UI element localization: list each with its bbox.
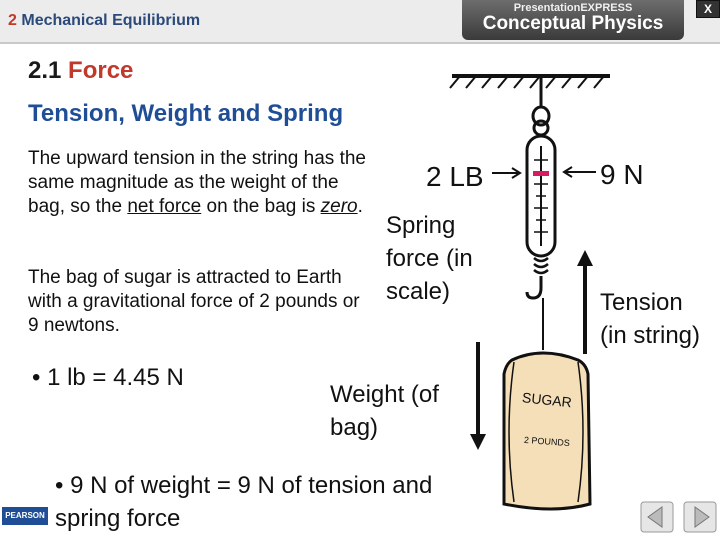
paragraph-text: .: [357, 196, 363, 217]
previous-slide-icon[interactable]: [641, 502, 673, 532]
paragraph-text: The upward tension in the string has the same magnitude as the weight of the bag, so the: [28, 148, 366, 217]
bullet-equilibrium: • 9 N of weight = 9 N of tension and spring force: [55, 472, 433, 532]
bag-label-sugar: SUGAR: [521, 389, 573, 411]
chapter-name: Mechanical Equilibrium: [21, 12, 201, 29]
weight-arrow-icon: [470, 342, 486, 450]
slide-subtitle: Tension, Weight and Spring: [28, 100, 344, 127]
close-button[interactable]: X: [696, 0, 720, 18]
reading-newtons: 9 N: [600, 159, 644, 190]
next-slide-icon[interactable]: [684, 502, 716, 532]
label-tension: Tension (in string): [600, 289, 701, 349]
bag-label-pounds: 2 POUNDS: [523, 434, 571, 449]
section-number: 2.1: [28, 57, 62, 84]
paragraph-gravity: The bag of sugar is attracted to Earth with a gravitational force of 2 pounds or 9 newtons.: [28, 267, 360, 336]
reading-pounds: 2 LB: [426, 161, 484, 192]
pearson-logo: PEARSON: [2, 507, 48, 525]
net-force-term: net force: [127, 196, 202, 217]
label-weight: Weight (of bag): [330, 381, 439, 441]
sugar-bag-icon: [504, 353, 590, 509]
spring-scale-icon: [527, 136, 555, 298]
section-topic: Force: [68, 57, 134, 84]
brand-top-text: PresentationEXPRESS: [513, 2, 633, 14]
brand-main-text: Conceptual Physics: [482, 13, 664, 34]
paragraph-text: on the bag is: [206, 196, 316, 217]
label-spring-force: Spring force (in scale): [386, 212, 473, 305]
chapter-number: 2: [8, 12, 17, 29]
bullet-conversion: • 1 lb = 4.45 N: [32, 364, 184, 391]
tension-arrow-icon: [577, 250, 593, 354]
zero-term: zero: [320, 196, 358, 217]
ceiling-hook-icon: [450, 76, 610, 135]
